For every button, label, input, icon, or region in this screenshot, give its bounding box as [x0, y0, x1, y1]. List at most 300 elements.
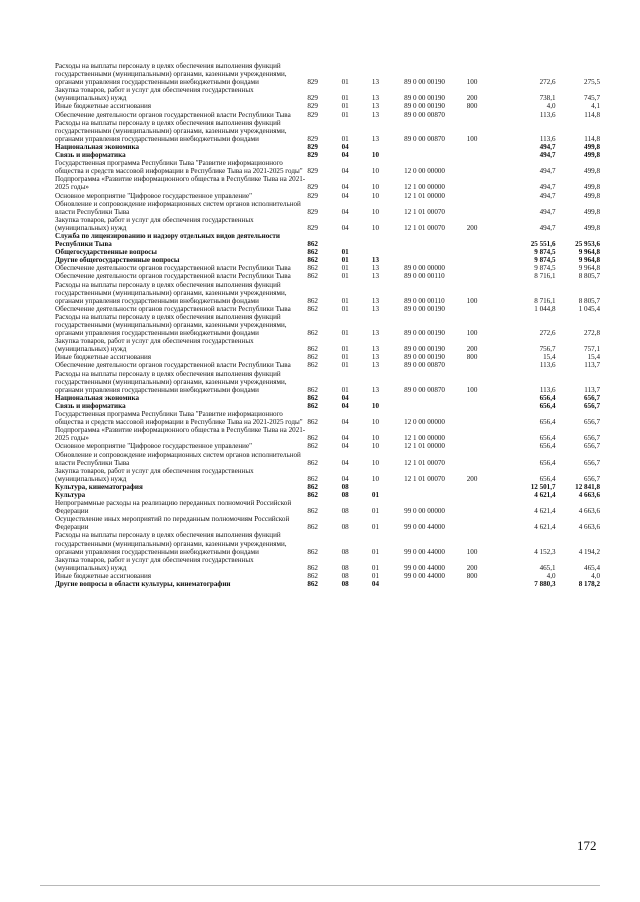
- section-code: 08: [341, 563, 349, 572]
- section-code: 04: [341, 151, 349, 160]
- admin-code: 862: [307, 458, 318, 467]
- target-item-code: [404, 151, 467, 159]
- section-code: 04: [341, 434, 349, 443]
- row-name: Закупка товаров, работ и услуг для обеспечения государственных (муниципальных) нужд: [55, 466, 254, 483]
- table-row: [55, 451, 600, 467]
- table-row: [55, 102, 600, 110]
- section-code: 01: [341, 345, 349, 354]
- section-code: 04: [341, 401, 349, 410]
- section-code: 01: [341, 78, 349, 87]
- amount-2023: 656,7: [584, 474, 600, 483]
- expense-type-code: 100: [466, 78, 478, 87]
- subsection-code: [372, 483, 404, 491]
- section-code: 01: [341, 94, 349, 103]
- amount-2022: 272,6: [539, 78, 556, 87]
- expense-type-code: 100: [466, 329, 478, 338]
- subsection-code: [372, 143, 404, 151]
- admin-code: 862: [307, 256, 318, 265]
- subsection-code: 10: [371, 207, 379, 216]
- target-item-code: 12 1 01 00070: [404, 474, 445, 483]
- expense-type-code: [467, 151, 501, 159]
- section-code: 01: [341, 264, 349, 273]
- amount-2023: 12 841,8: [575, 482, 600, 491]
- table-row: [55, 200, 600, 216]
- target-item-code: [404, 483, 467, 491]
- amount-2023: 114,8: [584, 134, 600, 143]
- subsection-code: 13: [371, 94, 379, 103]
- target-item-code: 12 1 01 00070: [404, 458, 445, 467]
- admin-code: 829: [307, 223, 318, 232]
- amount-2023: 656,7: [584, 442, 600, 451]
- admin-code: 862: [307, 304, 318, 313]
- amount-2022: 756,7: [539, 345, 556, 354]
- subsection-code: 01: [371, 490, 379, 499]
- table-row: [55, 264, 600, 272]
- target-item-code: [404, 580, 467, 588]
- row-name: Основное мероприятие "Цифровое государственное управление": [55, 191, 253, 200]
- admin-code: 829: [307, 183, 318, 192]
- section-code: 01: [341, 304, 349, 313]
- expense-type-code: 200: [466, 94, 478, 103]
- admin-code: 829: [307, 151, 318, 160]
- amount-2023: 9 964,8: [578, 248, 600, 257]
- table-row: [55, 572, 600, 580]
- admin-code: 862: [307, 563, 318, 572]
- expense-type-code: [467, 159, 501, 175]
- target-item-code: [404, 143, 467, 151]
- row-name: Национальная экономика: [55, 142, 140, 151]
- target-item-code: [404, 232, 467, 248]
- section-code: 04: [341, 442, 349, 451]
- amount-2022: 656,4: [539, 434, 556, 443]
- row-name: Закупка товаров, работ и услуг для обеспечения государственных (муниципальных) нужд: [55, 337, 254, 354]
- target-item-code: 89 0 00 00190: [404, 345, 445, 354]
- table-row: [55, 305, 600, 313]
- expense-type-code: 100: [466, 134, 478, 143]
- admin-code: 862: [307, 345, 318, 354]
- amount-2023: 4 663,6: [578, 507, 600, 516]
- target-item-code: 89 0 00 00190: [404, 329, 445, 338]
- table-row: [55, 111, 600, 119]
- table-row: [55, 442, 600, 450]
- row-name: Другие вопросы в области культуры, кинематографии: [55, 580, 231, 588]
- budget-table: [55, 62, 600, 588]
- section-code: 08: [341, 482, 349, 491]
- amount-2023: 499,8: [584, 191, 600, 200]
- expense-type-code: 800: [466, 353, 478, 362]
- subsection-code: [372, 394, 404, 402]
- target-item-code: 99 0 00 44000: [404, 571, 445, 580]
- row-name: Иные бюджетные ассигнования: [55, 353, 152, 362]
- table-row: [55, 159, 600, 175]
- subsection-code: 01: [371, 571, 379, 580]
- amount-2022: 272,6: [539, 329, 556, 338]
- row-name: Обеспечение деятельности органов государственной власти Республики Тыва: [55, 361, 291, 370]
- section-code: 04: [341, 223, 349, 232]
- section-code: 01: [341, 102, 349, 111]
- expense-type-code: 800: [466, 571, 478, 580]
- admin-code: 862: [307, 571, 318, 580]
- amount-2023: 499,8: [584, 142, 600, 151]
- expense-type-code: [467, 402, 501, 410]
- target-item-code: 89 0 00 00190: [404, 78, 445, 87]
- section-code: 01: [341, 296, 349, 305]
- amount-2023: 656,7: [584, 458, 600, 467]
- amount-2023: 656,7: [584, 401, 600, 410]
- amount-2022: 494,7: [539, 167, 556, 176]
- page-number: 172: [577, 838, 597, 853]
- table-row: [55, 272, 600, 280]
- target-item-code: 12 1 00 00000: [404, 434, 445, 443]
- amount-2022: 4 152,3: [534, 547, 556, 556]
- target-item-code: 12 0 00 00000: [404, 418, 445, 427]
- amount-2023: 499,8: [584, 183, 600, 192]
- subsection-code: 10: [371, 434, 379, 443]
- subsection-code: 13: [371, 272, 379, 281]
- amount-2023: 15,4: [587, 353, 600, 362]
- section-code: 04: [341, 458, 349, 467]
- subsection-code: 13: [371, 110, 379, 119]
- row-name: Иные бюджетные ассигнования: [55, 102, 152, 111]
- amount-2022: 4,0: [546, 102, 556, 111]
- table-row: [55, 491, 600, 499]
- admin-code: 829: [307, 110, 318, 119]
- section-code: 01: [341, 256, 349, 265]
- admin-code: 862: [307, 580, 318, 588]
- expense-type-code: 200: [466, 474, 478, 483]
- row-name: Основное мероприятие "Цифровое государственное управление": [55, 442, 253, 451]
- admin-code: 862: [307, 418, 318, 427]
- amount-2022: 113,6: [539, 110, 556, 119]
- subsection-code: 13: [371, 345, 379, 354]
- table-row: [55, 531, 600, 555]
- table-row: [55, 337, 600, 353]
- table-row: [55, 426, 600, 442]
- target-item-code: 99 0 00 44000: [404, 563, 445, 572]
- section-code: [342, 232, 372, 248]
- amount-2022: 494,7: [539, 223, 556, 232]
- budget-table-body: [55, 62, 600, 588]
- row-name: Расходы на выплаты персоналу в целях обеспечения выполнения функций государственными (муниципальными) органами, казенными учреждениями, органами управления государственными внебюджетными фондами: [55, 312, 287, 338]
- subsection-code: [372, 248, 404, 256]
- row-name: Закупка товаров, работ и услуг для обеспечения государственных (муниципальных) нужд: [55, 86, 254, 103]
- table-row: [55, 248, 600, 256]
- row-name: Подпрограмма «Развитие информационного общества в Республике Тыва на 2021-2025 годы»: [55, 175, 306, 192]
- table-row: [55, 402, 600, 410]
- section-code: 04: [341, 418, 349, 427]
- amount-2023: 25 953,6: [575, 240, 600, 249]
- expense-type-code: [467, 111, 501, 119]
- target-item-code: [404, 402, 467, 410]
- amount-2023: 8 805,7: [578, 296, 600, 305]
- amount-2022: 9 874,5: [534, 256, 556, 265]
- subsection-code: 01: [371, 563, 379, 572]
- amount-2023: 114,8: [584, 110, 600, 119]
- expense-type-code: [467, 264, 501, 272]
- amount-2023: 499,8: [584, 151, 600, 160]
- admin-code: 862: [307, 264, 318, 273]
- amount-2022: 656,4: [539, 401, 556, 410]
- row-name: Обеспечение деятельности органов государственной власти Республики Тыва: [55, 110, 291, 119]
- subsection-code: 13: [371, 78, 379, 87]
- expense-type-code: [467, 256, 501, 264]
- section-code: 04: [341, 474, 349, 483]
- expense-type-code: 100: [466, 385, 478, 394]
- section-code: 04: [341, 142, 349, 151]
- amount-2023: 499,8: [584, 207, 600, 216]
- expense-type-code: [467, 232, 501, 248]
- expense-type-code: [467, 175, 501, 191]
- target-item-code: 12 1 00 00000: [404, 183, 445, 192]
- subsection-code: 10: [371, 458, 379, 467]
- amount-2022: 656,4: [539, 418, 556, 427]
- admin-code: 829: [307, 142, 318, 151]
- amount-2022: 15,4: [543, 353, 556, 362]
- row-name: Расходы на выплаты персоналу в целях обеспечения выполнения функций государственными (муниципальными) органами, казенными учреждениями, органами управления государственными внебюджетными фондами: [55, 62, 287, 87]
- expense-type-code: [467, 200, 501, 216]
- amount-2023: 656,7: [584, 393, 600, 402]
- amount-2022: 113,6: [539, 385, 556, 394]
- admin-code: 862: [307, 329, 318, 338]
- target-item-code: 99 0 00 44000: [404, 547, 445, 556]
- subsection-code: 10: [371, 442, 379, 451]
- section-code: 04: [341, 207, 349, 216]
- subsection-code: 01: [371, 523, 379, 532]
- section-code: 01: [341, 272, 349, 281]
- target-item-code: [404, 248, 467, 256]
- expense-type-code: [467, 305, 501, 313]
- subsection-code: 13: [371, 134, 379, 143]
- amount-2022: 25 551,6: [530, 240, 556, 249]
- amount-2023: 4 663,6: [578, 523, 600, 532]
- target-item-code: 12 1 01 00000: [404, 191, 445, 200]
- amount-2023: 499,8: [584, 223, 600, 232]
- amount-2022: 4,0: [546, 571, 556, 580]
- admin-code: 829: [307, 94, 318, 103]
- expense-type-code: [467, 442, 501, 450]
- target-item-code: 89 0 00 00110: [404, 272, 445, 281]
- amount-2023: 272,8: [584, 329, 600, 338]
- section-code: 04: [341, 167, 349, 176]
- subsection-code: 13: [371, 385, 379, 394]
- amount-2022: 8 716,1: [534, 296, 556, 305]
- admin-code: 862: [307, 442, 318, 451]
- target-item-code: 89 0 00 00190: [404, 94, 445, 103]
- amount-2023: 8 805,7: [578, 272, 600, 281]
- expense-type-code: [467, 410, 501, 426]
- subsection-code: 10: [371, 401, 379, 410]
- table-row: [55, 361, 600, 369]
- target-item-code: [404, 491, 467, 499]
- row-name: Служба по лицензированию и надзору отдельных видов деятельности Республики Тыва: [55, 231, 281, 249]
- row-name: Закупка товаров, работ и услуг для обеспечения государственных (муниципальных) нужд: [55, 555, 254, 572]
- footer-divider: [40, 885, 600, 886]
- admin-code: 829: [307, 134, 318, 143]
- subsection-code: 13: [371, 296, 379, 305]
- target-item-code: 89 0 00 00870: [404, 361, 445, 370]
- table-row: [55, 175, 600, 191]
- amount-2023: 4 194,2: [578, 547, 600, 556]
- section-code: 01: [341, 361, 349, 370]
- expense-type-code: [467, 426, 501, 442]
- row-name: Обеспечение деятельности органов государственной власти Республики Тыва: [55, 272, 291, 281]
- subsection-code: 10: [371, 167, 379, 176]
- table-row: [55, 353, 600, 361]
- section-code: 08: [341, 490, 349, 499]
- subsection-code: 13: [371, 353, 379, 362]
- amount-2023: 8 178,2: [578, 580, 600, 588]
- target-item-code: 89 0 00 00190: [404, 102, 445, 111]
- admin-code: 829: [307, 191, 318, 200]
- amount-2022: 4 621,4: [534, 490, 556, 499]
- expense-type-code: [467, 580, 501, 588]
- amount-2023: 656,7: [584, 434, 600, 443]
- amount-2023: 9 964,8: [578, 264, 600, 273]
- admin-code: 862: [307, 490, 318, 499]
- amount-2022: 113,6: [539, 134, 556, 143]
- amount-2022: 12 501,7: [530, 482, 556, 491]
- expense-type-code: [467, 483, 501, 491]
- subsection-code: 13: [371, 304, 379, 313]
- target-item-code: 99 0 00 44000: [404, 523, 445, 532]
- amount-2023: 499,8: [584, 167, 600, 176]
- table-row: [55, 483, 600, 491]
- amount-2022: 494,7: [539, 207, 556, 216]
- admin-code: 829: [307, 78, 318, 87]
- admin-code: 862: [307, 353, 318, 362]
- table-row: [55, 313, 600, 337]
- section-code: 01: [341, 385, 349, 394]
- section-code: 04: [341, 393, 349, 402]
- section-code: 08: [341, 580, 349, 588]
- row-name: Обеспечение деятельности органов государственной власти Республики Тыва: [55, 264, 291, 273]
- admin-code: 862: [307, 434, 318, 443]
- row-name: Расходы на выплаты персоналу в целях обеспечения выполнения функций государственными (муниципальными) органами, казенными учреждениями, органами управления государственными внебюджетными фондами: [55, 280, 287, 305]
- expense-type-code: 200: [466, 223, 478, 232]
- amount-2022: 4 621,4: [534, 523, 556, 532]
- target-item-code: 89 0 00 00870: [404, 134, 445, 143]
- target-item-code: 89 0 00 00000: [404, 264, 445, 273]
- table-row: [55, 232, 600, 248]
- admin-code: 862: [307, 361, 318, 370]
- admin-code: 862: [307, 547, 318, 556]
- table-row: [55, 192, 600, 200]
- row-name: Иные бюджетные ассигнования: [55, 571, 152, 580]
- admin-code: 862: [307, 272, 318, 281]
- row-name: Государственная программа Республики Тыва "Развитие информационного общества и средств массовой информации в Республике Тыва на 2021-2025 годы": [55, 159, 303, 176]
- target-item-code: 12 1 01 00070: [404, 207, 445, 216]
- section-code: 04: [341, 191, 349, 200]
- amount-2022: 9 874,5: [534, 264, 556, 273]
- amount-2022: 494,7: [539, 191, 556, 200]
- table-row: [55, 467, 600, 483]
- subsection-code: 01: [371, 547, 379, 556]
- amount-2023: 656,7: [584, 418, 600, 427]
- amount-2023: 4 663,6: [578, 490, 600, 499]
- table-row: [55, 499, 600, 515]
- amount-2022: 9 874,5: [534, 248, 556, 257]
- row-name: Расходы на выплаты персоналу в целях обеспечения выполнения функций государственными (муниципальными) органами, казенными учреждениями, органами управления государственными внебюджетными фондами: [55, 118, 287, 143]
- row-name: Связь и информатика: [55, 151, 126, 160]
- subsection-code: 13: [371, 361, 379, 370]
- row-name: Связь и информатика: [55, 401, 126, 410]
- expense-type-code: [467, 515, 501, 531]
- expense-type-code: 100: [466, 296, 478, 305]
- expense-type-code: [467, 499, 501, 515]
- section-code: 01: [341, 110, 349, 119]
- subsection-code: 10: [371, 474, 379, 483]
- amount-2023: 745,7: [584, 94, 600, 103]
- row-name: Национальная экономика: [55, 393, 140, 402]
- table-row: [55, 62, 600, 86]
- row-name: Культура: [55, 490, 86, 499]
- amount-2023: 465,4: [584, 563, 600, 572]
- amount-2023: 9 964,8: [578, 256, 600, 265]
- admin-code: 862: [307, 393, 318, 402]
- amount-2022: 738,1: [539, 94, 556, 103]
- amount-2023: 113,7: [584, 361, 600, 370]
- admin-code: 862: [307, 296, 318, 305]
- amount-2023: 275,5: [584, 78, 600, 87]
- row-name: Государственная программа Республики Тыва "Развитие информационного общества и средств массовой информации в Республике Тыва на 2021-2025 годы": [55, 410, 303, 427]
- table-row: [55, 281, 600, 305]
- target-item-code: 89 0 00 00870: [404, 110, 445, 119]
- amount-2022: 113,6: [539, 361, 556, 370]
- expense-type-code: [467, 192, 501, 200]
- section-code: 08: [341, 507, 349, 516]
- expense-type-code: 800: [466, 102, 478, 111]
- subsection-code: 10: [371, 418, 379, 427]
- table-row: [55, 556, 600, 572]
- target-item-code: 89 0 00 00190: [404, 304, 445, 313]
- subsection-code: 13: [371, 256, 379, 265]
- row-name: Непрограммные расходы на реализацию переданных полномочий Российской Федерации: [55, 499, 292, 516]
- target-item-code: 12 1 01 00070: [404, 223, 445, 232]
- admin-code: 829: [307, 167, 318, 176]
- section-code: 08: [341, 547, 349, 556]
- target-item-code: 12 0 00 00000: [404, 167, 445, 176]
- admin-code: 862: [307, 474, 318, 483]
- table-row: [55, 410, 600, 426]
- amount-2023: 1 045,4: [578, 304, 600, 313]
- admin-code: 862: [307, 482, 318, 491]
- amount-2022: 465,1: [539, 563, 556, 572]
- amount-2022: 656,4: [539, 474, 556, 483]
- amount-2022: 494,7: [539, 183, 556, 192]
- subsection-code: 10: [371, 223, 379, 232]
- admin-code: 862: [307, 401, 318, 410]
- row-name: Обеспечение деятельности органов государственной власти Республики Тыва: [55, 304, 291, 313]
- expense-type-code: [467, 361, 501, 369]
- amount-2022: 4 621,4: [534, 507, 556, 516]
- amount-2022: 656,4: [539, 442, 556, 451]
- section-code: 01: [341, 248, 349, 257]
- expense-type-code: [467, 394, 501, 402]
- row-name: Культура, кинематография: [55, 482, 143, 491]
- expense-type-code: [467, 451, 501, 467]
- section-code: 04: [341, 183, 349, 192]
- admin-code: 862: [307, 240, 318, 249]
- table-row: [55, 370, 600, 394]
- expense-type-code: [467, 248, 501, 256]
- section-code: 08: [341, 523, 349, 532]
- amount-2022: 656,4: [539, 393, 556, 402]
- section-code: 01: [341, 329, 349, 338]
- table-row: [55, 515, 600, 531]
- table-row: [55, 256, 600, 264]
- admin-code: 829: [307, 102, 318, 111]
- subsection-code: 04: [371, 580, 379, 588]
